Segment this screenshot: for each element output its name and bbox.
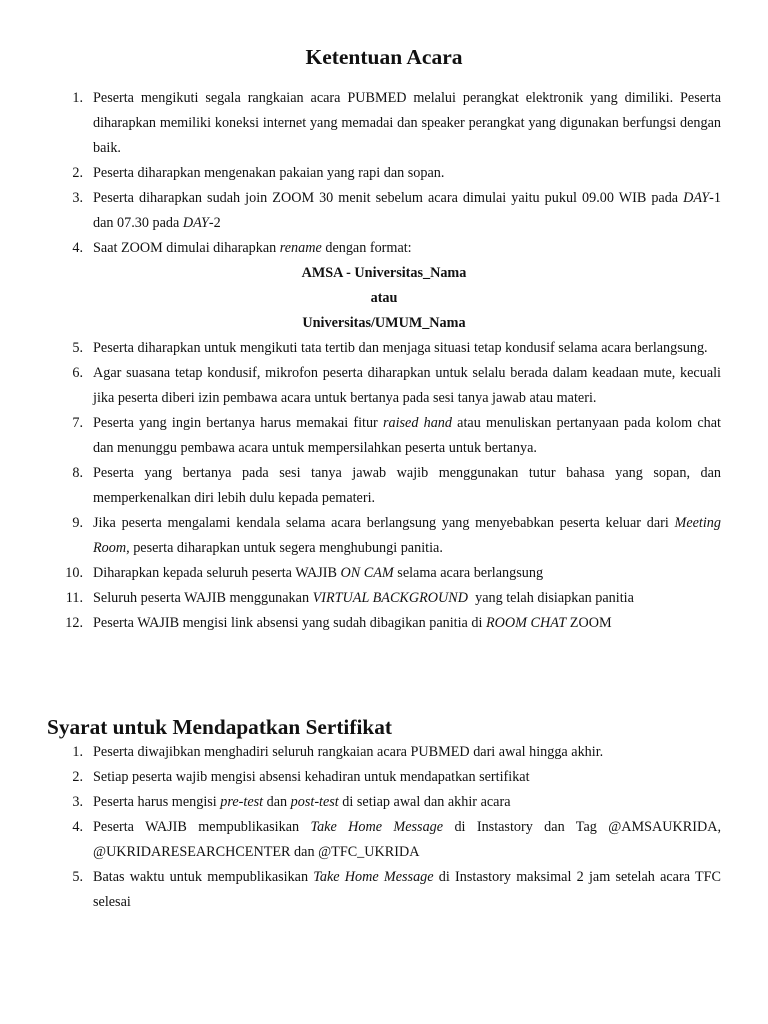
item-text: Saat ZOOM dimulai diharapkan [93, 240, 280, 256]
item-text: Peserta harus mengisi [93, 794, 221, 810]
italic-text: post-test [290, 794, 339, 810]
item-text: atau menuliskan pertanyaan pada kolom chat dan menunggu pembawa acara untuk mempersilahkan peserta untuk bertanya. [93, 415, 721, 456]
list-item [47, 236, 721, 261]
section-heading: Syarat untuk Mendapatkan Sertifikat [47, 715, 392, 739]
list-item [47, 740, 721, 765]
item-text: -1 dan 07.30 pada [93, 190, 721, 231]
item-number: 2. [72, 165, 83, 181]
item-text: dan [263, 794, 291, 810]
item-text: Peserta yang ingin bertanya harus memakai fitur [93, 415, 383, 431]
item-number: 5. [72, 340, 83, 356]
list-item [47, 511, 721, 561]
item-number: 8. [72, 465, 83, 481]
item-number: 3. [72, 190, 83, 206]
format-line: atau [370, 290, 398, 306]
italic-text: rename [279, 240, 322, 256]
italic-text: Meeting Room [93, 515, 721, 556]
item-text: Peserta mengikuti segala rangkaian acara PUBMED melalui perangkat elektronik yang dimiliki. Peserta diharapkan memiliki koneksi internet yang memadai dan speaker perangkat yang digunakan berfungsi dengan baik. [93, 90, 721, 156]
item-text: yang telah disiapkan panitia [468, 590, 634, 606]
item-text: -2 [208, 215, 221, 231]
list-item [47, 611, 721, 636]
list-item [47, 461, 721, 511]
page-title: Ketentuan Acara [305, 45, 463, 69]
item-number: 5. [72, 869, 83, 885]
italic-text: Take Home Message [310, 819, 444, 835]
item-text: , peserta diharapkan untuk segera menghubungi panitia. [126, 540, 443, 556]
rules-list [47, 86, 721, 636]
item-text: Peserta WAJIB mempublikasikan [93, 819, 311, 835]
item-text: Agar suasana tetap kondusif, mikrofon peserta diharapkan untuk selalu berada dalam keadaan mute, kecuali jika peserta diberi izin pembawa acara untuk bertanya pada sesi tanya jawab atau materi. [93, 365, 721, 406]
item-number: 12. [65, 615, 83, 631]
item-text: Peserta WAJIB mengisi link absensi yang sudah dibagikan panitia di [93, 615, 486, 631]
item-text: Seluruh peserta WAJIB menggunakan [93, 590, 313, 606]
item-text: Peserta diharapkan sudah join ZOOM 30 menit sebelum acara dimulai yaitu pukul 09.00 WIB pada [93, 190, 684, 206]
certificate-list [47, 740, 721, 915]
list-item [47, 186, 721, 236]
list-item [47, 790, 721, 815]
list-item [47, 561, 721, 586]
list-item [47, 361, 721, 411]
italic-text: DAY [182, 215, 209, 231]
list-item [47, 765, 721, 790]
italic-text: VIRTUAL BACKGROUND [312, 590, 469, 606]
item-number: 4. [72, 819, 83, 835]
item-number: 1. [72, 744, 83, 760]
format-line: Universitas/UMUM_Nama [302, 315, 466, 331]
item-number: 9. [72, 515, 83, 531]
italic-text: Take Home Message [313, 869, 434, 885]
item-number: 7. [72, 415, 83, 431]
item-text: Setiap peserta wajib mengisi absensi kehadiran untuk mendapatkan sertifikat [93, 769, 530, 785]
item-text: selama acara berlangsung [393, 565, 544, 581]
italic-text: ON CAM [340, 565, 394, 581]
list-item [47, 161, 721, 186]
item-text: Peserta diwajibkan menghadiri seluruh rangkaian acara PUBMED dari awal hingga akhir. [93, 744, 604, 760]
item-text: Batas waktu untuk mempublikasikan [93, 869, 314, 885]
item-text: Diharapkan kepada seluruh peserta WAJIB [93, 565, 341, 581]
item-number: 2. [72, 769, 83, 785]
item-text: di setiap awal dan akhir acara [338, 794, 511, 810]
item-number: 3. [72, 794, 83, 810]
list-item [47, 336, 721, 361]
list-item [47, 86, 721, 161]
item-text: di Instastory maksimal 2 jam setelah acara TFC selesai [93, 869, 721, 910]
italic-text: DAY [683, 190, 710, 206]
list-item [47, 865, 721, 915]
item-text: ZOOM [566, 615, 612, 631]
list-item [47, 411, 721, 461]
italic-text: raised hand [382, 415, 452, 431]
item-number: 11. [65, 590, 83, 606]
item-number: 10. [65, 565, 83, 581]
italic-text: ROOM CHAT [485, 615, 567, 631]
item-text: Peserta diharapkan mengenakan pakaian yang rapi dan sopan. [93, 165, 445, 181]
list-item [47, 815, 721, 865]
item-text: Peserta yang bertanya pada sesi tanya jawab wajib menggunakan tutur bahasa yang sopan, dan memperkenalkan diri lebih dulu kepada pemateri. [93, 465, 721, 506]
format-line: AMSA - Universitas_Nama [301, 265, 467, 281]
italic-text: pre-test [220, 794, 264, 810]
list-item [47, 586, 721, 611]
item-text: dengan format: [321, 240, 412, 256]
item-text: di Instastory dan Tag @AMSAUKRIDA, @UKRIDARESEARCHCENTER dan @TFC_UKRIDA [93, 819, 722, 860]
item-number: 6. [72, 365, 83, 381]
item-text: Peserta diharapkan untuk mengikuti tata tertib dan menjaga situasi tetap kondusif selama acara berlangsung. [93, 340, 708, 356]
item-number: 4. [72, 240, 83, 256]
item-text: Jika peserta mengalami kendala selama acara berlangsung yang menyebabkan peserta keluar dari [93, 515, 675, 531]
item-number: 1. [72, 90, 83, 106]
